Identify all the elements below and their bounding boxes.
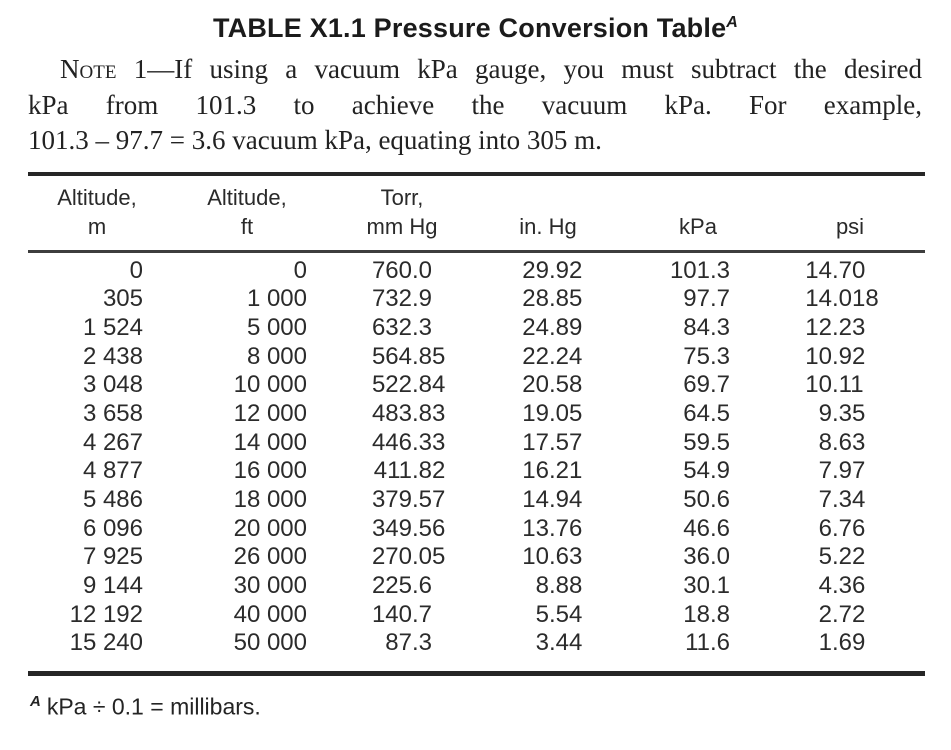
cell-fraction-part: .05	[412, 543, 446, 571]
cell-fraction-part: .9	[412, 285, 433, 313]
column-header: psi	[835, 214, 865, 239]
cell-integer-part: 10 000	[233, 371, 307, 399]
cell-integer-part: 30 000	[233, 572, 307, 600]
table-cell	[610, 457, 730, 486]
cell-integer-part: 8	[818, 428, 832, 456]
cell-integer-part: 1 000	[246, 285, 307, 313]
cell-fraction-part: .34	[832, 486, 866, 513]
pressure-conversion-table	[28, 172, 925, 676]
table-cell	[43, 429, 143, 458]
cell-integer-part: 483	[371, 399, 412, 427]
column-header: ft	[240, 214, 254, 239]
cell-integer-part: 522	[371, 371, 412, 399]
cell-integer-part: 270	[371, 543, 412, 571]
cell-integer-part: 4 877	[82, 457, 143, 485]
table-cell	[207, 429, 307, 458]
cell-integer-part: 64	[683, 399, 710, 427]
table-cell	[312, 343, 445, 372]
table-cell	[43, 543, 143, 572]
cell-integer-part: 305	[102, 285, 143, 313]
table-cell	[312, 285, 432, 314]
table-cell	[610, 314, 730, 343]
table-cell	[610, 486, 730, 515]
table-cell	[207, 314, 307, 343]
cell-integer-part: 411	[373, 457, 412, 485]
cell-fraction-part: .0	[412, 256, 433, 284]
table-row	[28, 314, 925, 343]
cell-fraction-part: .018	[832, 285, 879, 313]
cell-integer-part: 349	[371, 514, 412, 542]
table-cell	[207, 572, 307, 601]
table-row	[28, 515, 925, 544]
cell-fraction-part: .05	[549, 399, 583, 427]
cell-integer-part: 0	[129, 256, 143, 284]
cell-fraction-part: .36	[832, 572, 866, 600]
cell-integer-part: 446	[371, 428, 412, 456]
table-cell	[43, 400, 143, 429]
cell-integer-part: 30	[683, 572, 710, 600]
table-cell	[610, 343, 730, 372]
cell-fraction-part: .3	[710, 342, 731, 370]
table-cell	[449, 400, 582, 429]
cell-fraction-part: .23	[832, 313, 866, 341]
table-row	[28, 429, 925, 458]
table-cell	[732, 457, 865, 486]
table-cell	[207, 285, 307, 314]
cell-fraction-part: .69	[832, 629, 866, 657]
table-cell	[610, 257, 730, 286]
cell-integer-part: 59	[683, 428, 710, 456]
table-bottom-rule	[28, 671, 925, 676]
column-header: kPa	[679, 214, 717, 239]
table-cell	[732, 515, 865, 544]
table-cell	[207, 257, 307, 286]
cell-fraction-part: .3	[710, 256, 731, 284]
table-cell	[732, 314, 865, 343]
table-cell	[312, 371, 445, 400]
cell-integer-part: 760	[371, 256, 412, 284]
cell-integer-part: 16	[522, 457, 549, 485]
table-cell	[312, 629, 432, 658]
cell-fraction-part: .84	[412, 371, 446, 399]
cell-fraction-part: .11	[832, 371, 864, 399]
cell-fraction-part: .3	[412, 313, 433, 341]
note-label: Note	[60, 54, 117, 84]
table-title	[0, 0, 951, 44]
footnote-marker-superscript: A	[30, 693, 41, 710]
table-cell	[43, 515, 143, 544]
cell-fraction-part: .70	[832, 256, 866, 284]
cell-integer-part: 1	[818, 629, 832, 657]
header-row	[28, 212, 925, 241]
table-cell	[43, 629, 143, 658]
table-row	[28, 572, 925, 601]
table-cell	[207, 629, 307, 658]
cell-fraction-part: .57	[549, 428, 583, 456]
cell-integer-part: 22	[522, 342, 549, 370]
cell-fraction-part: .88	[549, 572, 583, 600]
table-cell	[732, 629, 865, 658]
cell-integer-part: 50	[683, 486, 710, 513]
table-cell	[449, 629, 582, 658]
table-cell	[449, 285, 582, 314]
cell-integer-part: 632	[371, 313, 412, 341]
table-cell	[312, 601, 432, 630]
cell-fraction-part: .7	[412, 600, 433, 628]
cell-integer-part: 6	[818, 514, 832, 542]
table-cell	[312, 257, 432, 286]
cell-integer-part: 15 240	[69, 629, 143, 657]
header-row	[28, 183, 925, 212]
table-cell	[449, 429, 582, 458]
cell-integer-part: 4	[818, 572, 832, 600]
cell-fraction-part: .92	[549, 256, 583, 284]
cell-integer-part: 50 000	[233, 629, 307, 657]
table-row	[28, 371, 925, 400]
table-body	[28, 253, 925, 672]
cell-fraction-part: .85	[549, 285, 583, 313]
cell-fraction-part: .6	[412, 572, 433, 600]
cell-fraction-part: .57	[412, 486, 446, 513]
table-cell	[732, 257, 865, 286]
table-cell	[732, 343, 865, 372]
cell-integer-part: 54	[683, 457, 710, 485]
table-cell	[449, 486, 582, 515]
cell-integer-part: 3 048	[82, 371, 143, 399]
cell-fraction-part: .8	[710, 600, 731, 628]
table-cell	[207, 543, 307, 572]
table-cell	[610, 285, 730, 314]
cell-fraction-part: .6	[710, 514, 731, 542]
cell-fraction-part: .0	[710, 543, 731, 571]
cell-fraction-part: .5	[710, 428, 731, 456]
table-cell	[449, 601, 582, 630]
cell-fraction-part: .33	[412, 428, 446, 456]
cell-fraction-part: .76	[832, 514, 866, 542]
table-cell	[312, 486, 445, 515]
cell-integer-part: 379	[371, 486, 412, 513]
cell-fraction-part: .97	[832, 457, 866, 485]
column-header: Torr,	[380, 185, 424, 210]
cell-integer-part: 12 192	[69, 600, 143, 628]
cell-integer-part: 10	[805, 342, 832, 370]
cell-integer-part: 28	[522, 285, 549, 313]
cell-integer-part: 14	[522, 486, 549, 513]
cell-fraction-part: .82	[412, 457, 446, 485]
table-cell	[207, 515, 307, 544]
cell-fraction-part: .76	[549, 514, 583, 542]
table-cell	[610, 572, 730, 601]
table-cell	[610, 371, 730, 400]
table-cell	[207, 486, 307, 515]
cell-fraction-part: .1	[710, 572, 731, 600]
table-row	[28, 601, 925, 630]
cell-integer-part: 97	[683, 285, 710, 313]
cell-integer-part: 2 438	[82, 342, 143, 370]
table-row	[28, 457, 925, 486]
cell-integer-part: 14 000	[233, 428, 307, 456]
table-cell	[312, 515, 445, 544]
table-cell	[207, 601, 307, 630]
cell-integer-part: 1 524	[82, 313, 143, 341]
table-cell	[312, 429, 445, 458]
cell-integer-part: 564	[371, 342, 412, 370]
cell-fraction-part: .58	[549, 371, 583, 399]
cell-fraction-part: .3	[710, 313, 731, 341]
cell-fraction-part: .44	[549, 629, 583, 657]
cell-fraction-part: .6	[710, 629, 731, 657]
table-cell	[207, 400, 307, 429]
cell-fraction-part: .63	[549, 543, 583, 571]
table-row	[28, 629, 925, 658]
table-cell	[732, 429, 865, 458]
cell-integer-part: 13	[522, 514, 549, 542]
table-cell	[312, 314, 432, 343]
cell-fraction-part: .22	[832, 543, 866, 571]
table-cell	[312, 400, 445, 429]
cell-fraction-part: .5	[710, 399, 731, 427]
cell-integer-part: 29	[522, 256, 549, 284]
cell-fraction-part: .24	[549, 342, 583, 370]
cell-integer-part: 20 000	[233, 514, 307, 542]
column-header: Altitude,	[207, 185, 287, 210]
table-cell	[449, 343, 582, 372]
table-cell	[449, 314, 582, 343]
cell-integer-part: 8 000	[246, 342, 307, 370]
cell-fraction-part: .72	[832, 600, 866, 628]
cell-integer-part: 46	[683, 514, 710, 542]
cell-integer-part: 5	[535, 600, 549, 628]
note-paragraph	[28, 52, 922, 159]
table-cell	[610, 400, 730, 429]
cell-integer-part: 6 096	[82, 514, 143, 542]
table-cell	[43, 314, 143, 343]
cell-integer-part: 12	[805, 313, 832, 341]
cell-integer-part: 0	[293, 256, 307, 284]
cell-fraction-part: .7	[710, 285, 731, 313]
cell-integer-part: 5	[818, 543, 832, 571]
table-cell	[732, 285, 879, 314]
cell-integer-part: 87	[385, 629, 412, 657]
table-cell	[449, 572, 582, 601]
cell-integer-part: 10	[805, 371, 832, 399]
table-cell	[449, 515, 582, 544]
table-cell	[207, 371, 307, 400]
note-line-text: 1—If using a vacuum kPa gauge, you must subtract the desired	[116, 54, 922, 84]
cell-fraction-part: .3	[412, 629, 433, 657]
cell-fraction-part: .63	[832, 428, 866, 456]
table-row	[28, 400, 925, 429]
column-header: m	[87, 214, 107, 239]
table-footnote	[30, 693, 261, 721]
cell-integer-part: 225	[371, 572, 412, 600]
table-cell	[610, 429, 730, 458]
table-cell	[449, 457, 582, 486]
table-cell	[43, 601, 143, 630]
table-cell	[732, 371, 864, 400]
cell-integer-part: 36	[683, 543, 710, 571]
table-cell	[43, 285, 143, 314]
cell-integer-part: 9	[818, 399, 832, 427]
column-header: Altitude,	[57, 185, 137, 210]
table-cell	[732, 601, 865, 630]
table-cell	[207, 457, 307, 486]
cell-fraction-part: .56	[412, 514, 446, 542]
cell-integer-part: 2	[818, 600, 832, 628]
table-cell	[449, 257, 582, 286]
table-cell	[610, 543, 730, 572]
cell-integer-part: 732	[371, 285, 412, 313]
cell-fraction-part: .85	[412, 342, 446, 370]
cell-integer-part: 26 000	[233, 543, 307, 571]
cell-integer-part: 20	[522, 371, 549, 399]
cell-integer-part: 24	[522, 313, 549, 341]
table-row	[28, 257, 925, 286]
footnote-reference-superscript: A	[726, 14, 739, 31]
cell-integer-part: 5 486	[82, 486, 143, 513]
table-row	[28, 486, 925, 515]
table-cell	[610, 601, 730, 630]
cell-integer-part: 84	[683, 313, 710, 341]
cell-integer-part: 12 000	[233, 399, 307, 427]
table-cell	[43, 572, 143, 601]
cell-fraction-part: .94	[549, 486, 583, 513]
table-cell	[610, 629, 730, 658]
cell-fraction-part: .35	[832, 399, 866, 427]
column-header: mm Hg	[366, 214, 438, 239]
table-cell	[732, 486, 865, 515]
table-cell	[732, 572, 865, 601]
cell-integer-part: 14	[805, 285, 832, 313]
cell-integer-part: 8	[535, 572, 549, 600]
cell-integer-part: 5 000	[246, 313, 307, 341]
cell-integer-part: 69	[683, 371, 710, 399]
cell-fraction-part: .6	[710, 486, 731, 513]
cell-integer-part: 19	[522, 399, 549, 427]
table-row	[28, 343, 925, 372]
table-cell	[732, 400, 865, 429]
cell-integer-part: 75	[683, 342, 710, 370]
cell-integer-part: 18	[683, 600, 710, 628]
cell-integer-part: 140	[371, 600, 412, 628]
cell-integer-part: 11	[685, 629, 710, 657]
cell-integer-part: 3 658	[82, 399, 143, 427]
table-cell	[43, 486, 143, 515]
cell-fraction-part: .54	[549, 600, 583, 628]
cell-integer-part: 17	[522, 428, 549, 456]
table-cell	[43, 457, 143, 486]
table-cell	[449, 543, 582, 572]
cell-integer-part: 10	[522, 543, 549, 571]
table-cell	[43, 371, 143, 400]
table-cell	[732, 543, 865, 572]
cell-integer-part: 40 000	[233, 600, 307, 628]
table-cell	[312, 543, 445, 572]
cell-integer-part: 18 000	[233, 486, 307, 513]
cell-integer-part: 14	[805, 256, 832, 284]
note-line	[28, 52, 922, 88]
table-cell	[207, 343, 307, 372]
cell-fraction-part: .21	[549, 457, 583, 485]
cell-fraction-part: .9	[710, 457, 731, 485]
column-header: in. Hg	[519, 214, 577, 239]
table-cell	[449, 371, 582, 400]
table-row	[28, 285, 925, 314]
cell-integer-part: 7	[818, 457, 832, 485]
cell-fraction-part: .92	[832, 342, 866, 370]
cell-integer-part: 101	[669, 256, 710, 284]
cell-integer-part: 3	[535, 629, 549, 657]
cell-integer-part: 7	[818, 486, 832, 513]
cell-integer-part: 16 000	[233, 457, 307, 485]
cell-fraction-part: .7	[710, 371, 731, 399]
cell-fraction-part: .89	[549, 313, 583, 341]
table-cell	[43, 257, 143, 286]
table-title-text: TABLE X1.1 Pressure Conversion Table	[212, 13, 727, 43]
table-row	[28, 543, 925, 572]
footnote-text: kPa ÷ 0.1 = millibars.	[46, 693, 261, 720]
note-line: 101.3 – 97.7 = 3.6 vacuum kPa, equating into 305 m.	[28, 125, 602, 155]
table-cell	[312, 457, 445, 486]
table-cell	[43, 343, 143, 372]
cell-integer-part: 9 144	[82, 572, 143, 600]
cell-integer-part: 7 925	[82, 543, 143, 571]
table-cell	[312, 572, 432, 601]
cell-integer-part: 4 267	[82, 428, 143, 456]
cell-fraction-part: .83	[412, 399, 446, 427]
table-cell	[610, 515, 730, 544]
table-header	[28, 176, 925, 250]
note-line: kPa from 101.3 to achieve the vacuum kPa. For example,	[28, 89, 922, 120]
